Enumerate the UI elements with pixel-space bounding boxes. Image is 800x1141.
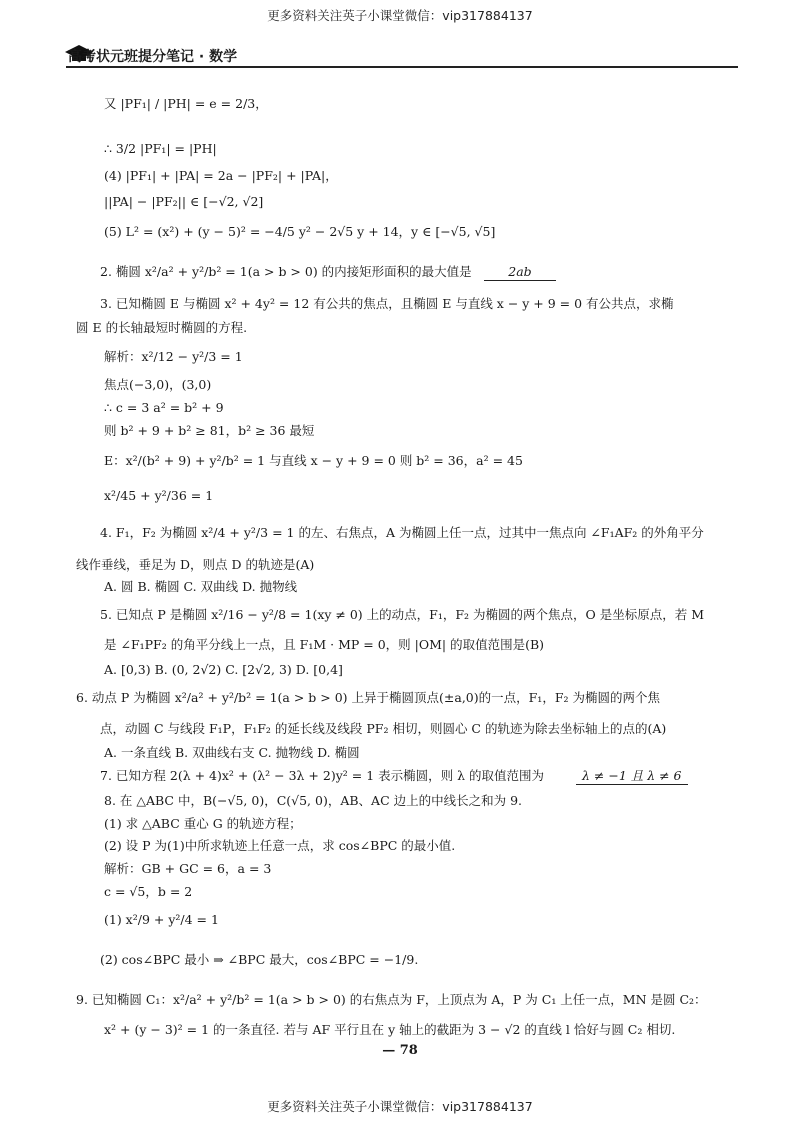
watermark-top: 更多资料关注英子小课堂微信：vip317884137 bbox=[267, 8, 533, 23]
text-line: A. [0,3) B. (0, 2√2) C. [2√2, 3) D. [0,4] bbox=[104, 662, 343, 677]
text-line: c = √5，b = 2 bbox=[104, 884, 193, 899]
text-line: 6. 动点 P 为椭圆 x²/a² + y²/b² = 1(a > b > 0) 上异于椭圆顶点(±a,0)的一点，F₁，F₂ 为椭圆的两个焦 bbox=[76, 690, 660, 705]
text-line: 2. 椭圆 x²/a² + y²/b² = 1(a > b > 0) 的内接矩形面积的最大值是 bbox=[100, 264, 472, 279]
text-line: 焦点(−3,0)，(3,0) bbox=[104, 377, 212, 392]
text-line: 点，动圆 C 与线段 F₁P，F₁F₂ 的延长线及线段 PF₂ 相切，则圆心 C 的轨迹为除去坐标轴上的点的(A) bbox=[100, 721, 667, 736]
text-line: 则 b² + 9 + b² ≥ 81，b² ≥ 36 最短 bbox=[104, 423, 315, 438]
text-line: 5. 已知点 P 是椭圆 x²/16 − y²/8 = 1(xy ≠ 0) 上的动点，F₁，F₂ 为椭圆的两个焦点，O 是坐标原点，若 M bbox=[100, 607, 704, 622]
text-line: (2) 设 P 为(1)中所求轨迹上任意一点，求 cos∠BPC 的最小值. bbox=[104, 838, 456, 853]
text-line: 7. 已知方程 2(λ + 4)x² + (λ² − 3λ + 2)y² = 1 表示椭圆，则 λ 的取值范围为 bbox=[100, 768, 545, 783]
text-line: (1) 求 △ABC 重心 G 的轨迹方程； bbox=[104, 816, 302, 831]
answer-blank-q2: 2ab bbox=[484, 264, 556, 281]
header-rule bbox=[66, 66, 738, 68]
text-line: 解析：GB + GC = 6，a = 3 bbox=[104, 861, 272, 876]
text-line: x² + (y − 3)² = 1 的一条直径. 若与 AF 平行且在 y 轴上的截距为 3 − √2 的直线 l 恰好与圆 C₂ 相切. bbox=[104, 1022, 676, 1037]
text-line: 4. F₁，F₂ 为椭圆 x²/4 + y²/3 = 1 的左、右焦点，A 为椭圆上任一点，过其中一焦点向 ∠F₁AF₂ 的外角平分 bbox=[100, 525, 704, 540]
text-line: (5) L² = (x²) + (y − 5)² = −4/5 y² − 2√5 y + 14，y ∈ [−√5, √5] bbox=[104, 224, 496, 239]
page-number: — 78 bbox=[382, 1043, 418, 1058]
text-line: ||PA| − |PF₂|| ∈ [−√2, √2] bbox=[104, 194, 264, 209]
text-line: 3. 已知椭圆 E 与椭圆 x² + 4y² = 12 有公共的焦点，且椭圆 E 与直线 x − y + 9 = 0 有公共点，求椭 bbox=[100, 296, 674, 311]
answer-blank-q7: λ ≠ −1 且 λ ≠ 6 bbox=[576, 768, 688, 785]
header-title: 高考状元班提分笔记 · 数学 bbox=[68, 49, 238, 65]
text-line: (1) x²/9 + y²/4 = 1 bbox=[104, 912, 219, 927]
text-line: 是 ∠F₁PF₂ 的角平分线上一点，且 F₁M · MP = 0，则 |OM| 的取值范围是(B) bbox=[104, 637, 545, 652]
text-line: 9. 已知椭圆 C₁：x²/a² + y²/b² = 1(a > b > 0) 的右焦点为 F，上顶点为 A，P 为 C₁ 上任一点，MN 是圆 C₂： bbox=[76, 992, 707, 1007]
text-line: 解析：x²/12 − y²/3 = 1 bbox=[104, 349, 243, 364]
watermark-bottom: 更多资料关注英子小课堂微信：vip317884137 bbox=[267, 1099, 533, 1114]
text-line: 又 |PF₁| / |PH| = e = 2/3， bbox=[104, 96, 268, 111]
text-line: A. 一条直线 B. 双曲线右支 C. 抛物线 D. 椭圆 bbox=[104, 745, 360, 760]
text-line: A. 圆 B. 椭圆 C. 双曲线 D. 抛物线 bbox=[104, 579, 298, 594]
text-line: 8. 在 △ABC 中，B(−√5, 0)，C(√5, 0)，AB、AC 边上的中线长之和为 9. bbox=[104, 793, 523, 808]
text-line: 圆 E 的长轴最短时椭圆的方程. bbox=[76, 320, 248, 335]
text-line: ∴ 3/2 |PF₁| = |PH| bbox=[104, 141, 217, 156]
text-line: (2) cos∠BPC 最小 ⇒ ∠BPC 最大，cos∠BPC = −1/9. bbox=[100, 952, 419, 967]
text-line: E：x²/(b² + 9) + y²/b² = 1 与直线 x − y + 9 = 0 则 b² = 36，a² = 45 bbox=[104, 453, 523, 468]
text-line: 线作垂线，垂足为 D，则点 D 的轨迹是(A) bbox=[76, 557, 315, 572]
text-line: (4) |PF₁| + |PA| = 2a − |PF₂| + |PA|， bbox=[104, 168, 338, 183]
text-line: x²/45 + y²/36 = 1 bbox=[104, 488, 214, 503]
text-line: ∴ c = 3 a² = b² + 9 bbox=[104, 400, 224, 415]
